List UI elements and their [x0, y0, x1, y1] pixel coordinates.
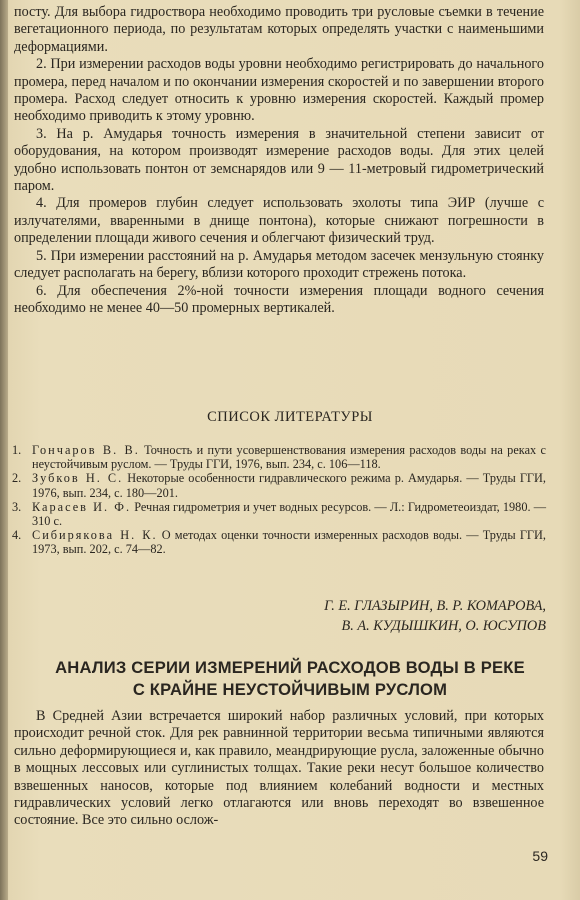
- article-title-line-2: С КРАЙНЕ НЕУСТОЙЧИВЫМ РУСЛОМ: [132, 680, 448, 699]
- page-number: 59: [532, 848, 548, 864]
- reference-text: О методах оценки точности измеренных расходов воды. — Труды ГГИ, 1973, вып. 202, с. 74—82.: [32, 528, 546, 557]
- reference-item: 4. Сибирякова Н. К. О методах оценки точности измеренных расходов воды. — Труды ГГИ, 1973, вып. 202, с. 74—82.: [12, 528, 546, 557]
- authors-line-2: В. А. КУДЫШКИН, О. ЮСУПОВ: [341, 618, 546, 634]
- article-authors: [324, 596, 546, 636]
- paragraph-continuation: посту. Для выбора гидроствора необходимо проводить три русловые съемки в течение вегетационного периода, по результатам которых определять участки с наименьшими деформациями.: [14, 4, 544, 55]
- book-spine-shadow: [0, 0, 8, 900]
- reference-text: Точность и пути усовершенствования измерения расходов воды на реках с неустойчивым руслом. — Труды ГГИ, 1976, вып. 234, с. 106—118.: [32, 443, 546, 472]
- article-body: [14, 708, 544, 830]
- reference-author: Карасев И. Ф.: [32, 499, 132, 514]
- paragraph-item-6: 6. Для обеспечения 2%-ной точности измерения площади водного сечения необходимо не менее 40—50 промерных вертикалей.: [14, 282, 544, 316]
- article-title-line-1: АНАЛИЗ СЕРИИ ИЗМЕРЕНИЙ РАСХОДОВ ВОДЫ В РЕКЕ: [55, 658, 525, 677]
- reference-item: 1. Гончаров В. В. Точность и пути усовершенствования измерения расходов воды на реках с неустойчивым руслом. — Труды ГГИ, 1976, вып. 234, с. 106—118.: [12, 443, 546, 472]
- authors-line-1: Г. Е. ГЛАЗЫРИН, В. Р. КОМАРОВА,: [324, 598, 546, 614]
- reference-author: Зубков Н. С.: [32, 471, 124, 486]
- references-heading: СПИСОК ЛИТЕРАТУРЫ: [207, 409, 373, 425]
- paragraph-item-2: 2. При измерении расходов воды уровни необходимо регистрировать до начального промера, перед началом и по окончании измерения скоростей и по завершении второго промера. Расход следует относить к уровню измерения скоростей. Каждый промер необходимо приводить к этому уровню.: [14, 56, 544, 125]
- reference-text: Некоторые особенности гидравлического режима р. Амударья. — Труды ГГИ, 1976, вып. 234, с. 180—201.: [32, 471, 546, 500]
- reference-author: Гончаров В. В.: [32, 443, 140, 457]
- reference-author: Сибирякова Н. К.: [32, 528, 158, 543]
- reference-item: 2. Зубков Н. С. Некоторые особенности гидравлического режима р. Амударья. — Труды ГГИ, 1976, вып. 234, с. 180—201.: [12, 471, 546, 500]
- paragraph-item-5: 5. При измерении расстояний на р. Амударья методом засечек мензульную стоянку следует располагать на берегу, вблизи которого проходит стрежень потока.: [14, 247, 544, 282]
- reference-item: 3. Карасев И. Ф. Речная гидрометрия и учет водных ресурсов. — Л.: Гидрометеоиздат, 1980. — 310 с.: [12, 499, 546, 529]
- paragraph-item-4: 4. Для промеров глубин следует использовать эхолоты типа ЭИР (лучше с излучателями, вваренными в днище понтона), которые снижают погрешности в определении площади живого сечения и облегчают физический труд.: [14, 195, 544, 247]
- references-list: [12, 443, 546, 557]
- reference-text: Речная гидрометрия и учет водных ресурсов. — Л.: Гидрометеоиздат, 1980. — 310 с.: [32, 499, 546, 529]
- article-first-paragraph: В Средней Азии встречается широкий набор различных условий, при которых происходит речной сток. Для рек равнинной территории весьма типичными являются сильно деформирующиеся и, как правило, меандрирующие русла, заложенные обычно в мощных лессовых или суглинистых толщах. Такие реки несут большое количество взвешенных наносов, которые под влиянием колебаний водности и местных гидравлических условий легко отлагаются или вновь переходят во взвешенное состояние. Все это сильно ослож-: [14, 708, 544, 829]
- recommendations-section: [14, 4, 544, 317]
- paragraph-item-3: 3. На р. Амударья точность измерения в значительной степени зависит от оборудования, на котором производят измерение расходов воды. Для этих целей удобно использовать понтон от земснарядов или 9 — 11-метровый гидрометрический паром.: [14, 125, 544, 195]
- article-title: [0, 657, 580, 701]
